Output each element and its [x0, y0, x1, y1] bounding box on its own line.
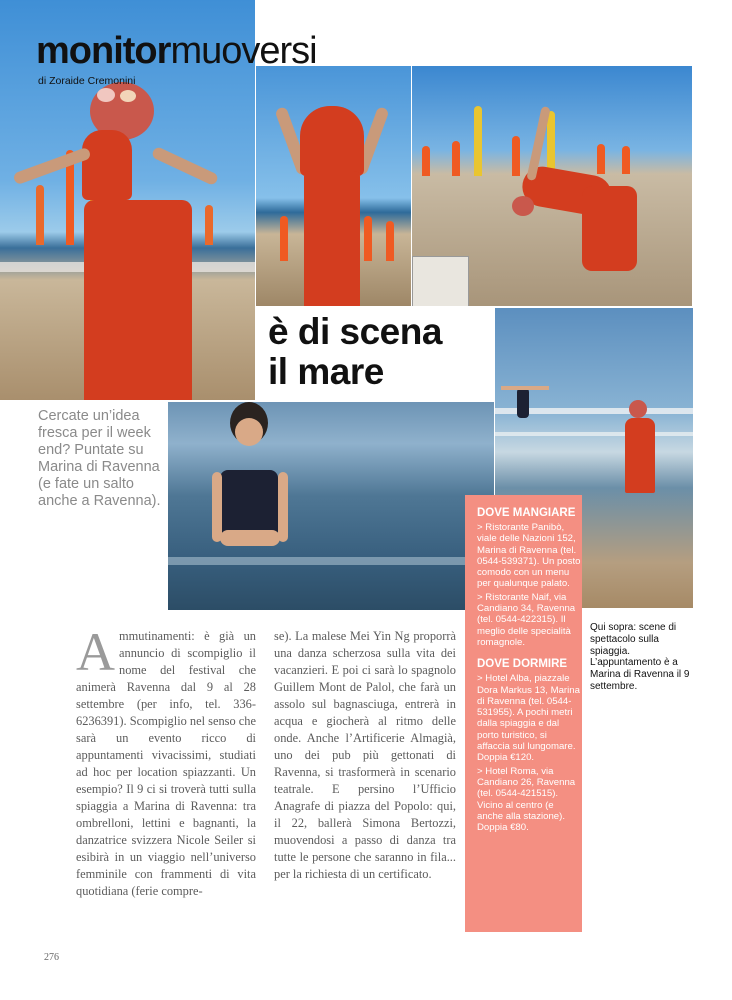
photo-dancer-bending-beach	[412, 66, 692, 306]
byline: di Zoraide Cremonini	[38, 75, 136, 87]
sidebar-item: > Ristorante Naif, via Candiano 34, Ravenna (tel. 0544-422315). Il meglio delle specialità romagnole.	[477, 591, 576, 648]
section-title-light: muoversi	[170, 30, 317, 72]
body-text-1: mmutinamenti: è già un annuncio di scompiglio il nome del festival che animerà Ravenna dal 9 al 28 settembre (per info, tel. 336-6236391). Scompiglio nel senso che sarà un evento ricco di appuntamenti vivacissimi, studiati ad hoc per location spiazzanti. Un esempio? Il 9 ci si troverà tutti sulla spiaggia a Marina di Ravenna: tra ombrelloni, lettini e bagnanti, la danzatrice svizzera Nicole Seiler si esibirà in un viaggio nell’universo femminile con frammenti di vita quotidiana (ferie compre-	[76, 629, 256, 898]
headline-line: è di scena	[268, 311, 442, 352]
headline	[268, 312, 442, 392]
sidebar-item: > Hotel Alba, piazzale Dora Markus 13, Marina di Ravenna (tel. 0544-531955). A pochi metri dalla spiaggia e dal porto turistico, si affaccia sul lungomare. Doppia €120.	[477, 673, 580, 764]
info-sidebar	[465, 495, 582, 932]
photo-swimmer-in-sea	[168, 402, 494, 610]
intro-text: Cercate un’idea fresca per il week end? Puntate su Marina di Ravenna (e fate un salto anche a Ravenna).	[38, 408, 161, 509]
drop-cap: A	[76, 622, 115, 682]
body-column-2	[274, 628, 456, 883]
photo-dancer-arms-raised	[256, 66, 411, 306]
headline-line: il mare	[268, 351, 384, 392]
photo-caption: Qui sopra: scene di spettacolo sulla spiaggia. L’appuntamento è a Marina di Ravenna il 9 settembre.	[590, 622, 690, 692]
body-text-2: se). La malese Mei Yin Ng proporrà una danza scherzosa sulla vita dei vacanzieri. E poi ci sarà lo spagnolo Guillem Mont de Palol, che farà un assolo sul bagnasciuga, entrerà in acqua e giocherà al ritmo delle onde. Anche l’Artificerie Almagià, uno dei pub più gettonati di Ravenna, si trasformerà in scenario teatrale. E persino l’Ufficio Anagrafe di piazza del Popolo: qui, il 22, ballerà Simona Bertozzi, muovendosi a passo di danza tra tutte le persone che saranno in fila... per la richiesta di un certificato.	[274, 629, 456, 881]
section-title-bold: monitor	[36, 30, 171, 72]
sidebar-heading-dormire: DOVE DORMIRE	[477, 658, 568, 671]
sidebar-heading-mangiare: DOVE MANGIARE	[477, 507, 576, 519]
body-column-1	[76, 622, 256, 900]
page-number: 276	[44, 952, 59, 963]
sidebar-item: > Hotel Roma, via Candiano 26, Ravenna (tel. 0544-421515). Vicino al centro (e anche alla stazione). Doppia €80.	[477, 765, 576, 834]
section-title	[36, 30, 317, 73]
sidebar-item: > Ristorante Panibò, viale delle Nazioni 152, Marina di Ravenna (tel. 0544-539371). Un posto comodo con un menu per qualunque palato.	[477, 522, 581, 590]
